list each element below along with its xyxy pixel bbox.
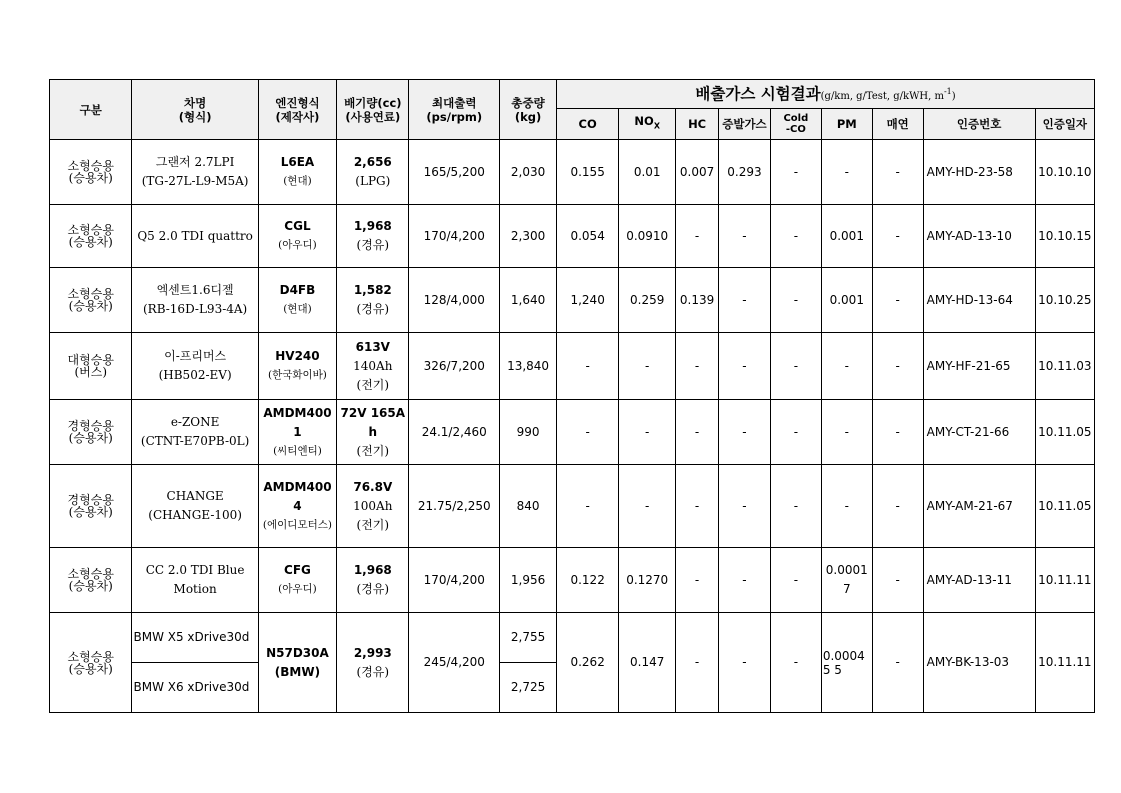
evap-value: 0.293	[718, 140, 770, 205]
engine-maker: AMDM4004 (에이디모터스)	[258, 465, 336, 548]
header-category: 구분	[50, 80, 132, 140]
nox-value: 0.259	[619, 268, 676, 333]
engine-maker: CFG (아우디)	[258, 548, 336, 613]
co-value: 1,240	[557, 268, 619, 333]
max-power: 24.1/2,460	[409, 400, 500, 465]
table-row	[50, 548, 1095, 613]
evap-value: -	[718, 268, 770, 333]
pm-value: -	[821, 465, 872, 548]
car-name: BMW X6 xDrive30d	[132, 663, 258, 713]
pm-value: -	[821, 333, 872, 400]
cert-date: 10.11.11	[1035, 548, 1094, 613]
cert-date: 10.10.10	[1035, 140, 1094, 205]
max-power: 21.75/2,250	[409, 465, 500, 548]
total-weight: 990	[500, 400, 557, 465]
table-row	[50, 205, 1095, 268]
max-power: 170/4,200	[409, 548, 500, 613]
cert-number: AMY-HF-21-65	[923, 333, 1035, 400]
header-max-power: 최대출력 (ps/rpm)	[409, 80, 500, 140]
evap-value: -	[718, 205, 770, 268]
header-weight: 총중량 (kg)	[500, 80, 557, 140]
cert-date: 10.11.05	[1035, 400, 1094, 465]
co-value: -	[557, 333, 619, 400]
table-row	[50, 465, 1095, 548]
evap-value: -	[718, 400, 770, 465]
hc-value: -	[676, 613, 719, 713]
car-name: CHANGE (CHANGE-100)	[132, 465, 258, 548]
vehicle-category: 소형승용 (승용차)	[50, 268, 132, 333]
hc-value: -	[676, 333, 719, 400]
smoke-value: -	[872, 268, 923, 333]
total-weight: 1,640	[500, 268, 557, 333]
header-cert-date: 인증일자	[1035, 109, 1094, 140]
total-weight: 13,840	[500, 333, 557, 400]
co-value: 0.054	[557, 205, 619, 268]
cold-co-value: -	[770, 613, 821, 713]
smoke-value: -	[872, 548, 923, 613]
nox-value: 0.147	[619, 613, 676, 713]
header-cert-number: 인증번호	[923, 109, 1035, 140]
smoke-value: -	[872, 140, 923, 205]
header-evaporative: 증발가스	[718, 109, 770, 140]
header-co: CO	[557, 109, 619, 140]
displacement-fuel: 72V 165Ah (전기)	[337, 400, 409, 465]
evap-value: -	[718, 465, 770, 548]
pm-value: 0.00017	[821, 548, 872, 613]
cert-date: 10.10.15	[1035, 205, 1094, 268]
cert-number: AMY-CT-21-66	[923, 400, 1035, 465]
vehicle-category: 소형승용 (승용차)	[50, 548, 132, 613]
smoke-value: -	[872, 613, 923, 713]
header-smoke: 매연	[872, 109, 923, 140]
co-value: -	[557, 400, 619, 465]
car-name: Q5 2.0 TDI quattro	[132, 205, 258, 268]
hc-value: -	[676, 400, 719, 465]
total-weight: 2,755	[500, 613, 557, 663]
co-value: 0.155	[557, 140, 619, 205]
car-name: CC 2.0 TDI Blue Motion	[132, 548, 258, 613]
displacement-fuel: 1,968 (경유)	[337, 205, 409, 268]
cert-number: AMY-AM-21-67	[923, 465, 1035, 548]
car-name: BMW X5 xDrive30d	[132, 613, 258, 663]
pm-value: 0.001	[821, 205, 872, 268]
displacement-fuel: 2,656 (LPG)	[337, 140, 409, 205]
max-power: 165/5,200	[409, 140, 500, 205]
hc-value: 0.139	[676, 268, 719, 333]
table-row	[50, 400, 1095, 465]
car-name: 이-프리머스 (HB502-EV)	[132, 333, 258, 400]
header-hc: HC	[676, 109, 719, 140]
displacement-fuel: 1,582 (경유)	[337, 268, 409, 333]
table-row	[50, 140, 1095, 205]
header-engine: 엔진형식 (제작사)	[258, 80, 336, 140]
engine-maker: AMDM4001 (씨티엔티)	[258, 400, 336, 465]
max-power: 170/4,200	[409, 205, 500, 268]
table-row	[50, 268, 1095, 333]
displacement-fuel: 1,968 (경유)	[337, 548, 409, 613]
displacement-fuel: 2,993 (경유)	[337, 613, 409, 713]
emission-certification-table	[49, 79, 1095, 713]
cert-date: 10.11.11	[1035, 613, 1094, 713]
car-name: e-ZONE (CTNT-E70PB-0L)	[132, 400, 258, 465]
co-value: -	[557, 465, 619, 548]
header-displacement: 배기량(cc) (사용연료)	[337, 80, 409, 140]
engine-maker: HV240 (한국화이바)	[258, 333, 336, 400]
engine-maker: L6EA (현대)	[258, 140, 336, 205]
hc-value: 0.007	[676, 140, 719, 205]
vehicle-category: 소형승용 (승용차)	[50, 205, 132, 268]
cert-date: 10.11.05	[1035, 465, 1094, 548]
cold-co-value: -	[770, 333, 821, 400]
pm-value: 0.001	[821, 268, 872, 333]
pm-value: 0.00045 5	[821, 613, 872, 713]
max-power: 326/7,200	[409, 333, 500, 400]
table-row	[50, 613, 1095, 663]
evap-value: -	[718, 613, 770, 713]
cert-date: 10.10.25	[1035, 268, 1094, 333]
header-car-name: 차명 (형식)	[132, 80, 258, 140]
nox-value: 0.01	[619, 140, 676, 205]
nox-value: 0.0910	[619, 205, 676, 268]
cold-co-value: -	[770, 268, 821, 333]
nox-value: -	[619, 400, 676, 465]
table-row	[50, 333, 1095, 400]
smoke-value: -	[872, 400, 923, 465]
total-weight: 840	[500, 465, 557, 548]
total-weight: 2,300	[500, 205, 557, 268]
cert-number: AMY-HD-13-64	[923, 268, 1035, 333]
cold-co-value: -	[770, 400, 821, 465]
vehicle-category: 경형승용 (승용차)	[50, 465, 132, 548]
smoke-value: -	[872, 205, 923, 268]
cert-date: 10.11.03	[1035, 333, 1094, 400]
nox-value: 0.1270	[619, 548, 676, 613]
total-weight: 1,956	[500, 548, 557, 613]
hc-value: -	[676, 205, 719, 268]
cold-co-value: -	[770, 548, 821, 613]
vehicle-category: 대형승용 (버스)	[50, 333, 132, 400]
max-power: 245/4,200	[409, 613, 500, 713]
co-value: 0.122	[557, 548, 619, 613]
cert-number: AMY-BK-13-03	[923, 613, 1035, 713]
pm-value: -	[821, 140, 872, 205]
vehicle-category: 소형승용 (승용차)	[50, 613, 132, 713]
smoke-value: -	[872, 333, 923, 400]
engine-maker: CGL (아우디)	[258, 205, 336, 268]
header-pm: PM	[821, 109, 872, 140]
car-name: 엑센트1.6디젤 (RB-16D-L93-4A)	[132, 268, 258, 333]
smoke-value: -	[872, 465, 923, 548]
vehicle-category: 경형승용 (승용차)	[50, 400, 132, 465]
evap-value: -	[718, 333, 770, 400]
total-weight: 2,725	[500, 663, 557, 713]
nox-value: -	[619, 333, 676, 400]
header-cold-co: Cold -CO	[770, 109, 821, 140]
engine-maker: N57D30A (BMW)	[258, 613, 336, 713]
hc-value: -	[676, 465, 719, 548]
vehicle-category: 소형승용 (승용차)	[50, 140, 132, 205]
cert-number: AMY-HD-23-58	[923, 140, 1035, 205]
hc-value: -	[676, 548, 719, 613]
displacement-fuel: 76.8V 100Ah (전기)	[337, 465, 409, 548]
cold-co-value: -	[770, 205, 821, 268]
displacement-fuel: 613V 140Ah (전기)	[337, 333, 409, 400]
cold-co-value: -	[770, 140, 821, 205]
co-value: 0.262	[557, 613, 619, 713]
pm-value: -	[821, 400, 872, 465]
header-nox: $NO_X$	[619, 109, 676, 140]
cert-number: AMY-AD-13-10	[923, 205, 1035, 268]
cert-number: AMY-AD-13-11	[923, 548, 1035, 613]
cold-co-value: -	[770, 465, 821, 548]
evap-value: -	[718, 548, 770, 613]
nox-value: -	[619, 465, 676, 548]
car-name: 그랜저 2.7LPI (TG-27L-L9-M5A)	[132, 140, 258, 205]
total-weight: 2,030	[500, 140, 557, 205]
engine-maker: D4FB (현대)	[258, 268, 336, 333]
max-power: 128/4,000	[409, 268, 500, 333]
header-emission-results: 배출가스 시험결과(g/km, g/Test, g/kWH, $m^{-1}$)	[557, 80, 1095, 109]
